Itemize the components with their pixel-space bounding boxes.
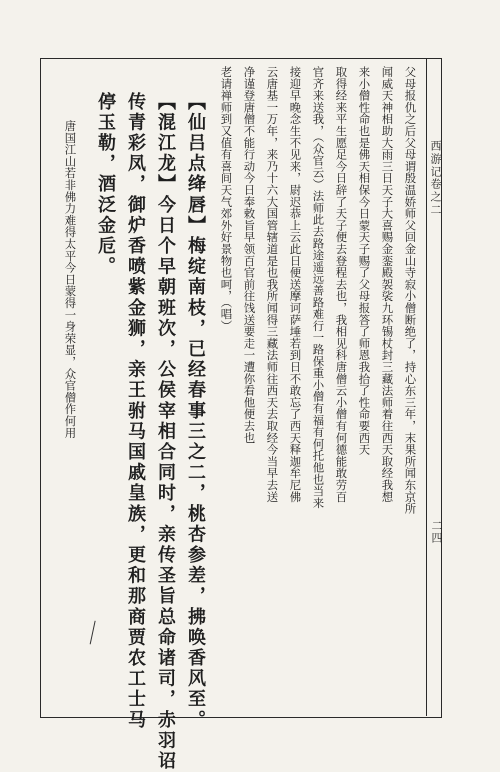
text-column-2: 闻威天神相助大雨三日天子大喜赐金銮殿袈裟九环锡杖封三藏法师着往西天取经我想 <box>380 66 395 503</box>
header-divider-line <box>426 58 427 716</box>
page-number: 二四 <box>430 520 443 544</box>
text-column-5: 官齐来送我，（众官云）法师此去路途遥远善路难行一路保重小僧有福有何托他也当来 <box>311 66 326 509</box>
text-column-8: 净谨登唐僧不能行动今日奉敕旨早领百官前往饯送要走一遭你看他便去也 <box>242 66 257 444</box>
text-column-6: 接迎早晚念生不见来，尉迟恭上云此日便送摩诃萨埵若到日不敢忘了西天释迦牟尼佛 <box>288 66 303 503</box>
text-column-1: 父母报仇之后父母谓殷温娇师父回金山寺寂小僧断绝了，持心东三年，末果所闻东京所 <box>403 66 418 515</box>
text-column-3: 来小僧性命也是佛天相保今日蒙天子赐了父母报答了师恩我拾了性命要西天 <box>357 66 372 456</box>
text-column-9: 老请禅师到又值有喜间天气郊外好景物也呵，（唱） <box>219 66 234 332</box>
verse-column-2: 【混江龙】今日个早朝班次，公侯宰相合同时，亲传圣旨总命诸司，赤羽诏 <box>155 92 176 772</box>
verse-column-3: 传青彩凤，御炉香喷紫金狮，亲王驸马国戚皇族，更和那商贾农工士马 <box>125 92 146 731</box>
text-column-7: 云唐基一万年，来乃十六大国管辖道是也我所闻得三藏法师往西天去取经今当早去送 <box>265 66 280 503</box>
text-column-closing: 唐国江山若非佛力难得太平今日蒙得一身荣显，众官僧作何用 <box>63 120 78 439</box>
book-title: 西游记 <box>429 140 442 179</box>
verse-column-4: 停玉勒，酒泛金卮。 <box>95 92 116 278</box>
volume-label: 卷之二 <box>429 178 442 217</box>
verse-column-1: 【仙吕点绛唇】梅绽南枝，已经春事三之二，桃杏参差，拂唤香风至。 <box>185 92 206 731</box>
text-column-4: 取得经来平生愿足今日辞了天子便去登程去也，我相见科唐僧云小僧有何德能敢劳百 <box>334 66 349 503</box>
